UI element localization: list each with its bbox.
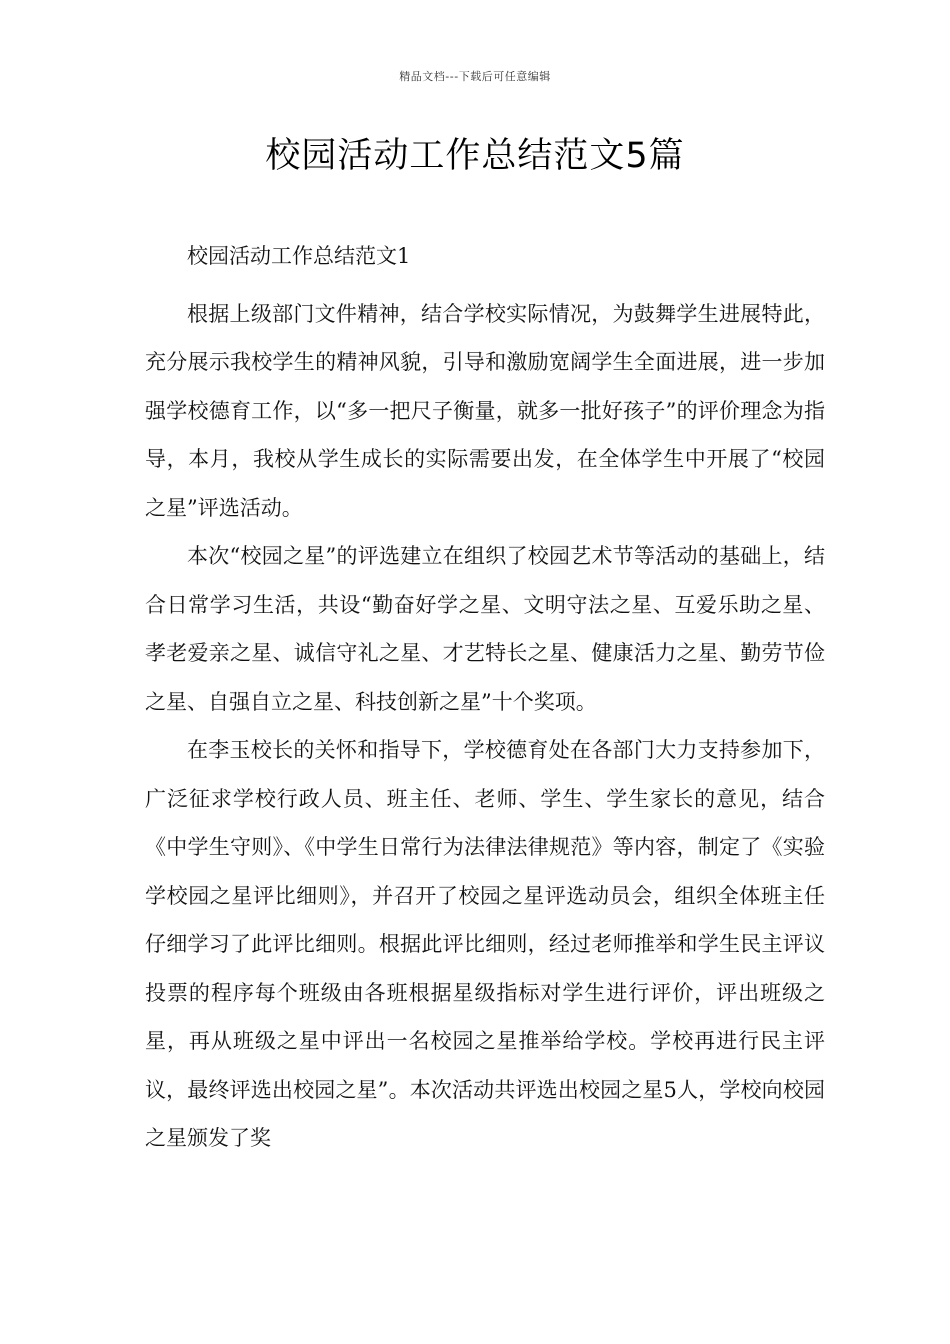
paragraph-2: 本次“校园之星”的评选建立在组织了校园艺术节等活动的基础上，结合日常学习生活，共设“勤奋好学之星、文明守法之星、互爱乐助之星、孝老爱亲之星、诚信守礼之星、才艺特长之星、健康活力之星、勤劳节俭之星、自强自立之星、科技创新之星”十个奖项。 (145, 544, 825, 714)
document-body (145, 232, 825, 1163)
document-title: 校园活动工作总结范文5篇 (265, 136, 685, 176)
header-note: 精品文档---下载后可任意编辑 (399, 70, 551, 83)
paragraph-3: 在李玉校长的关怀和指导下，学校德育处在各部门大力支持参加下，广泛征求学校行政人员、班主任、老师、学生、学生家长的意见，结合《中学生守则》、《中学生日常行为法律法律规范》等内容，制定了《实验学校园之星评比细则》，并召开了校园之星评选动员会，组织全体班主任仔细学习了此评比细则。根据此评比细则，经过老师推举和学生民主评议投票的程序每个班级由各班根据星级指标对学生进行评价，评出班级之星，再从班级之星中评出一名校园之星推举给学校。学校再进行民主评议，最终评选出校园之星”。本次活动共评选出校园之星5人，学校向校园之星颁发了奖 (145, 738, 825, 1150)
paragraph-1: 根据上级部门文件精神，结合学校实际情况，为鼓舞学生进展特此，充分展示我校学生的精神风貌，引导和激励宽阔学生全面进展，进一步加强学校德育工作，以“多一把尺子衡量，就多一批好孩子”的评价理念为指导，本月，我校从学生成长的实际需要出发，在全体学生中开展了“校园之星”评选活动。 (145, 301, 825, 520)
section-subtitle: 校园活动工作总结范文1 (187, 244, 411, 268)
